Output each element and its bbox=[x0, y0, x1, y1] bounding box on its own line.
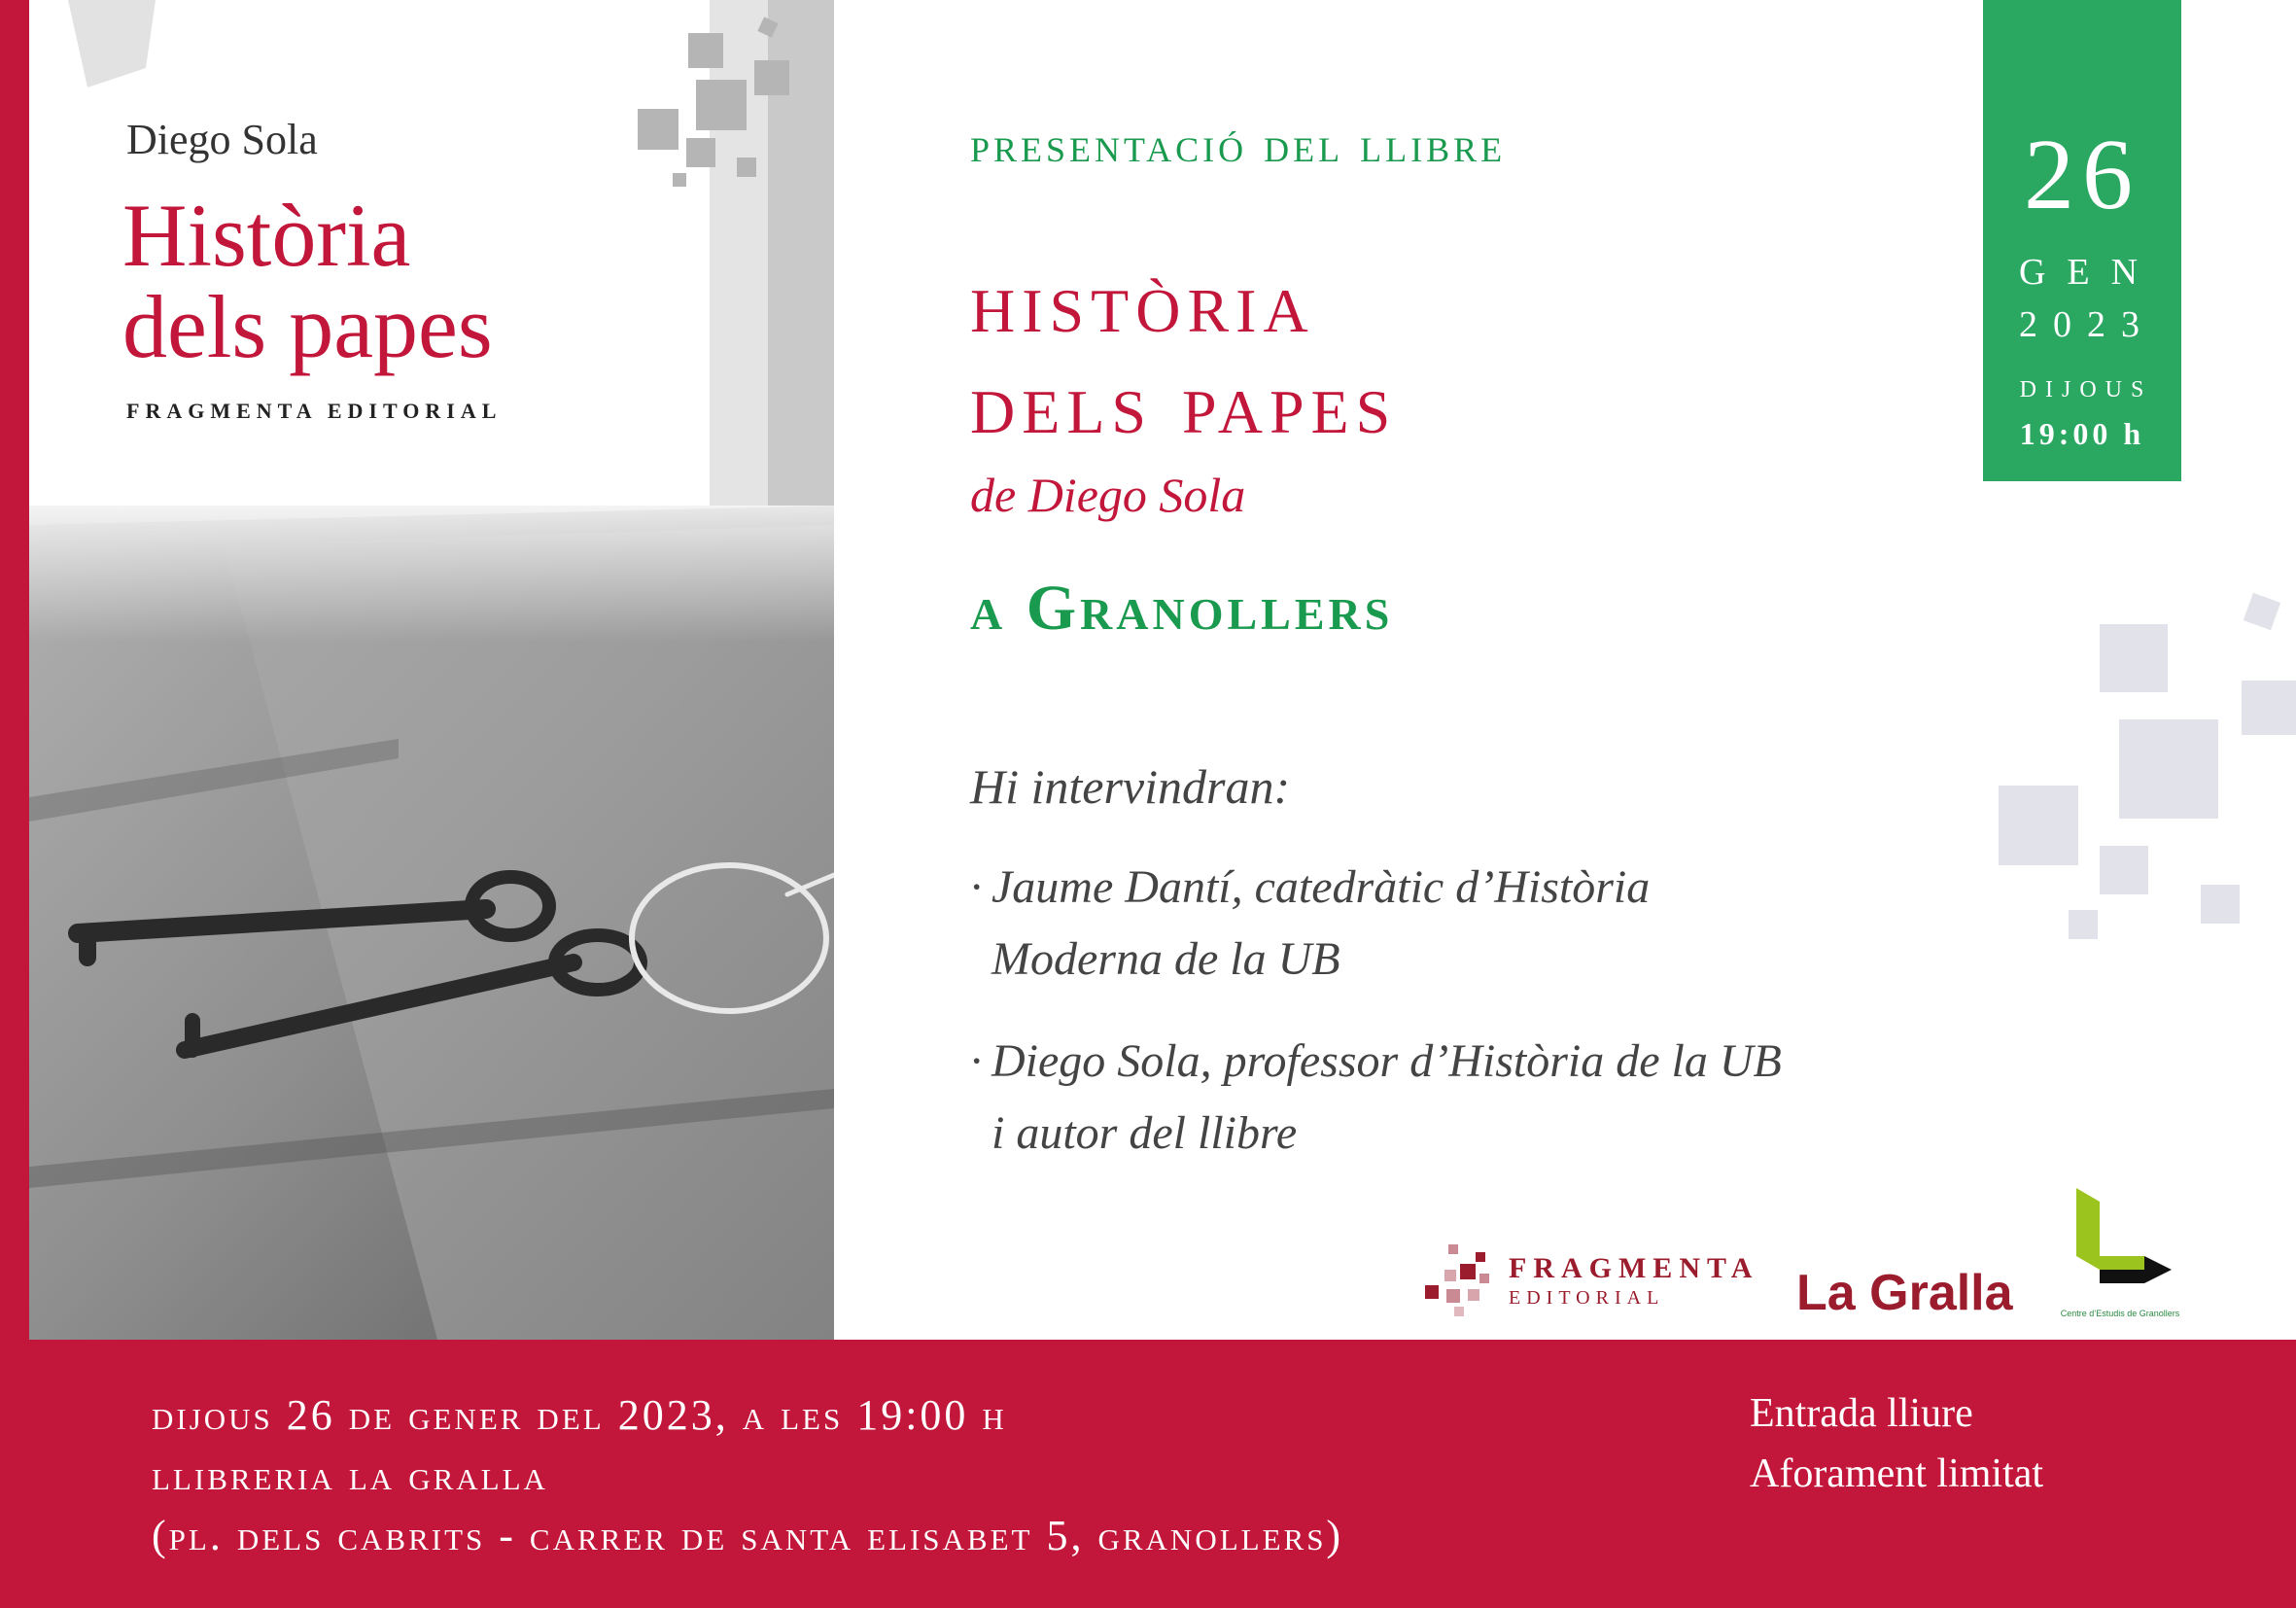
footer-venue-line: llibreria la gralla bbox=[152, 1451, 548, 1499]
footer-address-line: (pl. dels cabrits - carrer de santa elisabet 5, granollers) bbox=[152, 1512, 1344, 1559]
cover-publisher: FRAGMENTA EDITORIAL bbox=[126, 399, 503, 423]
footer-entry-note: Entrada lliure bbox=[1750, 1391, 1973, 1436]
ceg-logo bbox=[2047, 1188, 2193, 1324]
speaker-line1: Diego Sola, professor d’Història de la UB bbox=[991, 1035, 1782, 1087]
event-byline: de Diego Sola bbox=[970, 468, 1246, 522]
left-accent-strip bbox=[0, 0, 29, 1340]
fragmenta-logo bbox=[1425, 1244, 1775, 1322]
date-box bbox=[1983, 0, 2181, 481]
footer-date-line: dijous 26 de gener del 2023, a les 19:00 h bbox=[152, 1391, 1007, 1439]
footer-band bbox=[0, 1340, 2296, 1608]
speakers-intro: Hi intervindran: bbox=[970, 759, 1291, 814]
la-gralla-logo: La Gralla bbox=[1796, 1265, 2013, 1321]
date-year: 2023 bbox=[2019, 304, 2155, 345]
fragmenta-squares-icon bbox=[1425, 1244, 1503, 1322]
date-day: 26 bbox=[2024, 119, 2140, 230]
event-title bbox=[970, 251, 1651, 453]
event-title-line2: dels papes bbox=[970, 353, 1398, 452]
fragmenta-sub: EDITORIAL bbox=[1509, 1287, 1665, 1309]
speaker-line2: Moderna de la UB bbox=[991, 933, 1340, 985]
speaker-item bbox=[970, 1026, 1894, 1170]
event-title-line1: història bbox=[970, 252, 1315, 351]
bullet-dot: · bbox=[970, 861, 982, 913]
date-time: 19:00 h bbox=[2019, 416, 2145, 451]
date-weekday: DIJOUS bbox=[2019, 377, 2153, 402]
ceg-mark-icon bbox=[2047, 1188, 2193, 1305]
cover-title bbox=[122, 186, 706, 376]
cover-title-line2: dels papes bbox=[122, 277, 493, 376]
bullet-dot: · bbox=[970, 1035, 982, 1087]
book-cover bbox=[29, 0, 834, 1340]
cover-title-line1: Història bbox=[122, 186, 411, 285]
cover-author: Diego Sola bbox=[126, 116, 318, 163]
fragmenta-name: FRAGMENTA bbox=[1509, 1252, 1759, 1284]
date-month: GEN bbox=[2018, 252, 2160, 293]
ceg-text: Centre d’Estudis de Granollers bbox=[2060, 1309, 2180, 1318]
event-location: a Granollers bbox=[970, 573, 1394, 644]
speaker-line2: i autor del llibre bbox=[991, 1107, 1298, 1159]
event-type-heading: presentació del llibre bbox=[970, 118, 1507, 173]
speaker-line1: Jaume Dantí, catedràtic d’Història bbox=[991, 861, 1651, 913]
footer-capacity-note: Aforament limitat bbox=[1750, 1451, 2044, 1496]
speaker-item bbox=[970, 852, 1894, 996]
